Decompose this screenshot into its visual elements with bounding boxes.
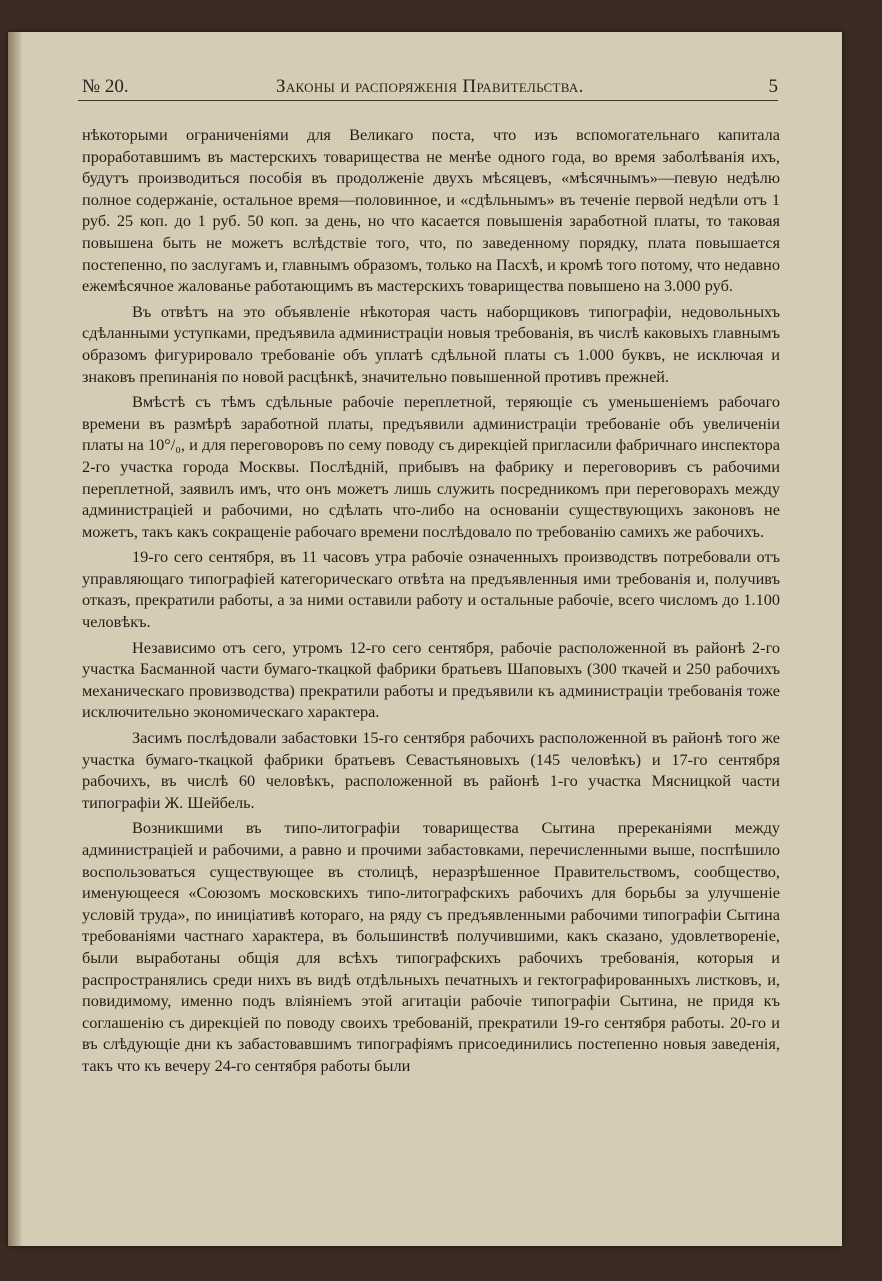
issue-number: № 20. — [82, 76, 129, 97]
paragraph: Возникшими въ типо-литографіи товарищества Сытина пререканіями между администраціей и рабочими, а равно и прочими забастовками, перечисленными выше, поспѣшило воспользоваться существующее въ столицѣ, неразрѣшенное Правительствомъ, сообщество, именующееся «Союзомъ московскихъ типо-литографскихъ рабочихъ для борьбы за улучшеніе условій труда», по иниціативѣ котораго, на ряду съ предъявленными рабочими типографіи Сытина требованіями частнаго характера, въ большинствѣ получившими, какъ сказано, удовлетвореніе, были выработаны общія для всѣхъ типографскихъ рабочихъ требованія, которыя и распространялись среди нихъ въ видѣ отдѣльныхъ печатныхъ и гектографированныхъ листковъ, и, повидимому, именно подъ вліяніемъ этой агитаціи рабочіе типографіи Сытина, не придя къ соглашенію съ дирекціей по поводу своихъ требованій, прекратили 19-го сентября работы. 20-го и въ слѣдующіе дни къ забастовавшимъ типографіямъ присоединились постепенно новыя заведенія, такъ что къ вечеру 24-го сентября работы были — [82, 818, 780, 1075]
paragraph: Вмѣстѣ съ тѣмъ сдѣльные рабочіе переплетной, теряющіе съ уменьшеніемъ рабочаго времени въ размѣрѣ заработной платы, предъявили администраціи требованіе объ увеличеніи платы на 10°/₀, и для переговоровъ по сему поводу съ дирекціей пригласили фабричнаго инспектора 2-го участка города Москвы. Послѣдній, прибывъ на фабрику и переговоривъ съ рабочими переплетной, заявилъ имъ, что онъ можетъ лишь служить посредникомъ при переговорахъ между администраціей и рабочими, но сдѣлать что-либо на основаніи существующихъ законовъ не можетъ, такъ какъ сокращеніе рабочаго времени послѣдовало по требованію самихъ же рабочихъ. — [82, 392, 780, 541]
page-number: 5 — [768, 76, 778, 97]
running-head — [78, 76, 778, 100]
header-rule — [78, 100, 778, 101]
paragraph: нѣкоторыми ограниченіями для Великаго поста, что изъ вспомогательнаго капитала проработавшимъ въ мастерскихъ товарищества не менѣе одного года, во время заболѣванія ихъ, будутъ производиться пособія въ продолженіе двухъ мѣсяцевъ, «мѣсячнымъ»—певую недѣлю полное содержаніе, остальное время—половинное, и «сдѣльнымъ» въ теченіе первой недѣли отъ 1 руб. 25 коп. до 1 руб. 50 коп. за день, но что касается повышенія заработной платы, то таковая повышена быть не можетъ вслѣдствіе того, что, по заведенному порядку, плата повышается постепенно, по заслугамъ и, главнымъ образомъ, только на Пасхѣ, и кромѣ того потому, что недавно ежемѣсячное жалованье работающимъ въ мастерскихъ товарищества повышено на 3.000 руб. — [82, 125, 780, 296]
paragraph: Въ отвѣтъ на это объявленіе нѣкоторая часть наборщиковъ типографіи, недовольныхъ сдѣланными уступками, предъявила администраціи новыя требованія, въ числѣ каковыхъ главнымъ образомъ фигурировало требованіе объ уплатѣ сдѣльной платы съ 1.000 буквъ, не исключая и знаковъ препинанія по новой расцѣнкѣ, значительно повышенной противъ прежней. — [82, 301, 780, 386]
paragraph: Засимъ послѣдовали забастовки 15-го сентября рабочихъ расположенной въ районѣ того же участка бумаго-ткацкой фабрики братьевъ Севастьяновыхъ (145 человѣкъ) и 17-го сентября рабочихъ, въ числѣ 60 человѣкъ, расположенной въ районѣ 1-го участка Мясницкой части типографіи Ж. Шейбель. — [82, 728, 780, 812]
page-gutter — [8, 32, 22, 1246]
paragraph: Независимо отъ сего, утромъ 12-го сего сентября, рабочіе расположенной въ районѣ 2-го участка Басманной части бумаго-ткацкой фабрики братьевъ Шаповыхъ (300 ткачей и 250 рабочихъ механическаго провизводства) прекратили работы и предъявили къ администраціи требованія тоже исключительно экономическаго характера. — [82, 637, 780, 722]
paragraph: 19-го сего сентября, въ 11 часовъ утра рабочіе означенныхъ производствъ потребовали отъ управляющаго типографіей категорическаго отвѣта на предъявленныя ими требованія и, получивъ отказъ, прекратили работы, а за ними оставили работу и остальные рабочіе, всего числомъ до 1.100 человѣкъ. — [82, 547, 780, 632]
book-page — [8, 32, 842, 1246]
page-body — [82, 124, 780, 1081]
section-title: Законы и распоряженія Правительства. — [276, 76, 584, 97]
